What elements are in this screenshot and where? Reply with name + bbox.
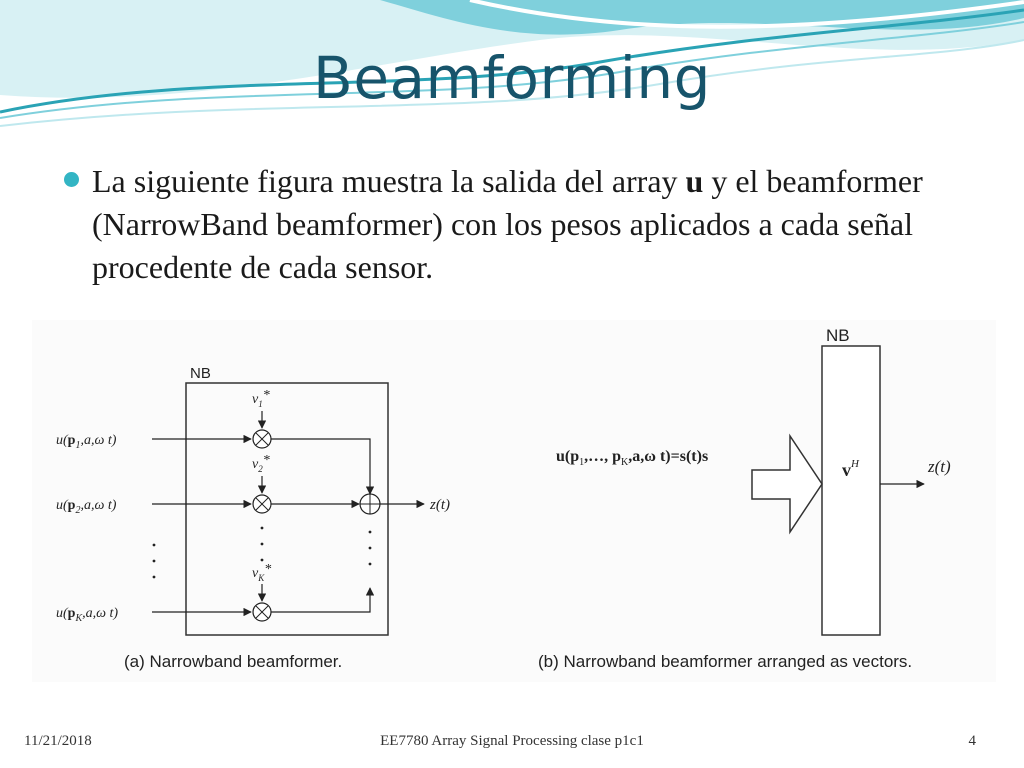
figure-b-weight: $v^H$ xyxy=(842,458,859,480)
footer-course: EE7780 Array Signal Processing clase p1c1 xyxy=(380,733,644,749)
figure-a-input-1: $u(p_1,a,\omega$ t) xyxy=(56,433,117,451)
figure-a-input-k: $u(p_K,a,\omega$ t) xyxy=(56,606,119,624)
figure-b-output: z(t) xyxy=(928,457,951,476)
footer-date: 11/21/2018 xyxy=(24,733,92,749)
figure-b-caption: (b) Narrowband beamformer arranged as vectors. xyxy=(538,652,913,671)
figure-a-caption: (a) Narrowband beamformer. xyxy=(124,652,343,671)
figure-a-output: z(t) xyxy=(430,497,450,513)
figure-b-nb-box xyxy=(822,346,880,635)
figure-a-weight-2: $v_2*$ xyxy=(252,453,270,474)
figure-b-input: $u(p_1,\dots$, $p_K,a,\omega$ t)=s(t)s xyxy=(556,448,709,468)
figure-a-weight-1: $v_1*$ xyxy=(252,388,270,409)
figure-a-input-2: $u(p_2,a,\omega$ t) xyxy=(56,498,117,516)
figure-a-weight-k: $v_K*$ xyxy=(252,562,272,583)
bullet-text-part1: La siguiente figura muestra la salida del array xyxy=(92,163,686,199)
figure-b-nb-label: NB xyxy=(826,326,850,345)
bullet-text-part2: y el beamformer (NarrowBand beamformer) con los pesos aplicados a cada señal procedente de cada sensor. xyxy=(92,163,923,285)
figure-a-nb-label: NB xyxy=(190,365,211,382)
slide-title: Beamforming xyxy=(313,44,711,112)
bullet-text-bold: u xyxy=(685,163,704,199)
footer-page-number: 4 xyxy=(968,733,976,749)
